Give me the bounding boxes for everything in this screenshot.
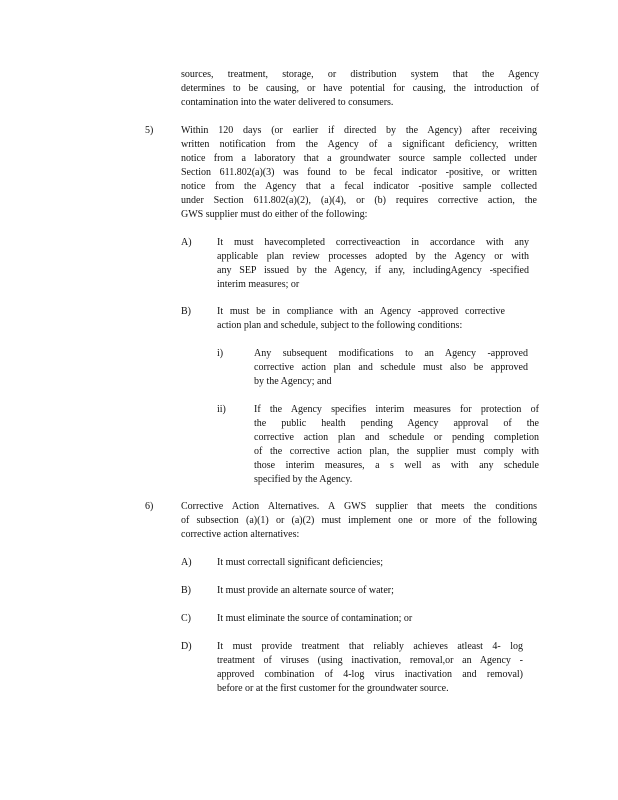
item-6c-marker: C) bbox=[181, 613, 191, 624]
text-line: action plan and schedule, subject to the following conditions: bbox=[217, 320, 463, 331]
text-line: corrective action plan and schedule must also be approved bbox=[254, 362, 528, 373]
text-line: under Section 611.802(a)(2), (a)(4), or (b) requires corrective action, the bbox=[181, 195, 537, 206]
item-5b-marker: B) bbox=[181, 306, 191, 317]
text-line: corrective action plan and schedule or pending completion bbox=[254, 432, 539, 443]
item-6d-marker: D) bbox=[181, 641, 192, 652]
text-line: by the Agency; and bbox=[254, 376, 332, 387]
text-line: It must be in compliance with an Agency -approved corrective bbox=[217, 306, 505, 317]
text-line: specified by the Agency. bbox=[254, 474, 353, 485]
intro-paragraph bbox=[181, 68, 539, 110]
item-5-paragraph bbox=[181, 124, 537, 222]
text-line: determines to be causing, or have potential for causing, the introduction of bbox=[181, 83, 539, 94]
text-line: of the corrective action plan, the supplier must comply with bbox=[254, 446, 539, 457]
item-5a-paragraph bbox=[217, 236, 529, 292]
item-5b-ii-paragraph bbox=[254, 403, 539, 487]
item-5b-ii-marker: ii) bbox=[217, 404, 226, 415]
text-line: It must provide treatment that reliably achieves atleast 4- log bbox=[217, 641, 523, 652]
item-5a-marker: A) bbox=[181, 237, 192, 248]
item-5b-i-marker: i) bbox=[217, 348, 224, 359]
item-6a-marker: A) bbox=[181, 557, 192, 568]
item-6b-marker: B) bbox=[181, 585, 191, 596]
text-line: corrective action alternatives: bbox=[181, 529, 300, 540]
text-line: If the Agency specifies interim measures for protection of bbox=[254, 404, 539, 415]
text-line: It must correctall significant deficiencies; bbox=[217, 557, 384, 568]
item-5-marker: 5) bbox=[145, 125, 154, 136]
text-line: It must provide an alternate source of water; bbox=[217, 585, 394, 596]
item-6-paragraph bbox=[181, 500, 537, 542]
text-line: interim measures; or bbox=[217, 279, 300, 290]
text-line: the public health pending Agency approval of the bbox=[254, 418, 539, 429]
text-line: Within 120 days (or earlier if directed by the Agency) after receiving bbox=[181, 125, 537, 136]
item-5b-i-paragraph bbox=[254, 347, 528, 389]
text-line: treatment of viruses (using inactivation, removal,or an Agency - bbox=[217, 655, 523, 666]
text-line: approved combination of 4-log virus inactivation and removal) bbox=[217, 669, 523, 680]
text-line: any SEP issued by the Agency, if any, includingAgency -specified bbox=[217, 265, 529, 276]
text-line: Any subsequent modifications to an Agency -approved bbox=[254, 348, 528, 359]
item-6a-paragraph bbox=[217, 556, 537, 570]
text-line: written notification from the Agency of a significant deficiency, written bbox=[181, 139, 537, 150]
text-line: It must havecompleted correctiveaction in accordance with any bbox=[217, 237, 529, 248]
item-6-marker: 6) bbox=[145, 501, 154, 512]
item-5b-paragraph bbox=[217, 305, 505, 333]
text-line: Corrective Action Alternatives. A GWS supplier that meets the conditions bbox=[181, 501, 537, 512]
item-6d-paragraph bbox=[217, 640, 523, 696]
item-6c-paragraph bbox=[217, 612, 537, 626]
item-6b-paragraph bbox=[217, 584, 537, 598]
text-line: those interim measures, a s well as with any schedule bbox=[254, 460, 539, 471]
text-line: before or at the first customer for the groundwater source. bbox=[217, 683, 449, 694]
text-line: notice from the Agency that a fecal indicator -positive sample collected bbox=[181, 181, 537, 192]
text-line: notice from a laboratory that a groundwater source sample collected under bbox=[181, 153, 537, 164]
text-line: contamination into the water delivered to consumers. bbox=[181, 97, 394, 108]
text-line: It must eliminate the source of contamination; or bbox=[217, 613, 413, 624]
text-line: Section 611.802(a)(3) was found to be fecal indicator -positive, or written bbox=[181, 167, 537, 178]
text-line: of subsection (a)(1) or (a)(2) must implement one or more of the following bbox=[181, 515, 537, 526]
text-line: GWS supplier must do either of the following: bbox=[181, 209, 368, 220]
text-line: applicable plan review processes adopted by the Agency or with bbox=[217, 251, 529, 262]
text-line: sources, treatment, storage, or distribution system that the Agency bbox=[181, 69, 539, 80]
